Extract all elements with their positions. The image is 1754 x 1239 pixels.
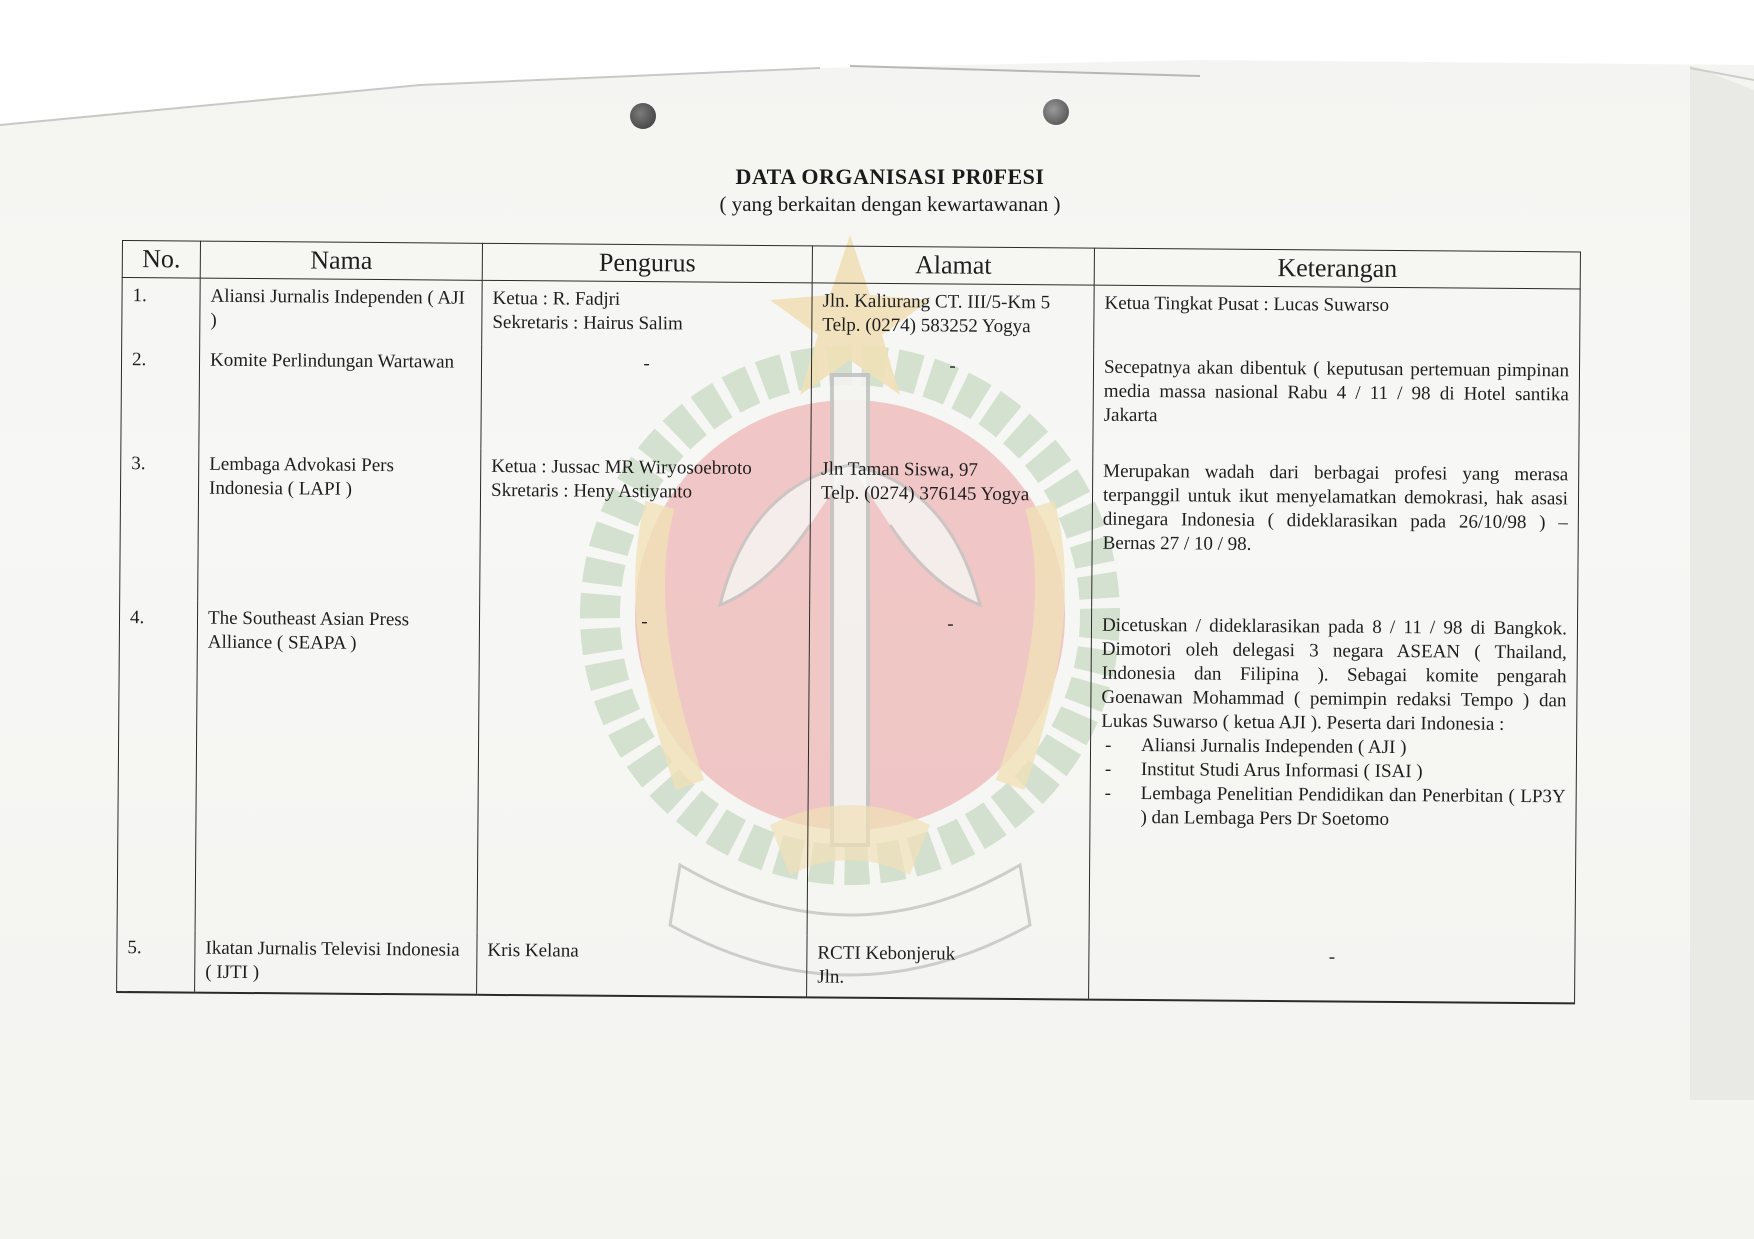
row-keterangan: - bbox=[1089, 937, 1575, 1003]
row-pengurus: - bbox=[477, 602, 810, 935]
table-row bbox=[120, 445, 1579, 610]
alamat-line: Jln. Kaliurang CT. III/5-Km 5 bbox=[822, 290, 1051, 314]
pengurus-line: Skretaris : Heny Astiyanto bbox=[490, 479, 693, 502]
row-keterangan: Secepatnya akan dibentuk ( keputusan pertemuan pimpinan media massa nasional Rabu 4 / 11 / 98 di Hotel santika Jakarta bbox=[1093, 349, 1580, 457]
row-alamat bbox=[807, 935, 1089, 999]
header-no: No. bbox=[122, 241, 200, 279]
table-row bbox=[121, 342, 1580, 457]
row-keterangan bbox=[1089, 607, 1578, 941]
row-pengurus bbox=[480, 448, 811, 605]
alamat-line: Jln. bbox=[817, 965, 845, 988]
row-number: 3. bbox=[120, 445, 199, 600]
row-nama: Ikatan Jurnalis Televisi Indonesia ( IJTI ) bbox=[195, 930, 477, 994]
row-number: 1. bbox=[122, 278, 201, 343]
header-nama: Nama bbox=[200, 241, 482, 280]
organization-table bbox=[116, 240, 1581, 1004]
alamat-line: Jln Taman Siswa, 97 bbox=[821, 457, 978, 481]
alamat-line: Telp. (0274) 376145 Yogya bbox=[820, 481, 1030, 505]
row-keterangan: Merupakan wadah dari berbagai profesi yang merasa terpanggil untuk ikut menyelamatkan demokrasi, hak asasi dinegara Indonesia ( dideklarasikan pada 26/10/98 ) – Bernas 27 / 10 / 98. bbox=[1092, 453, 1579, 611]
row-number: 5. bbox=[117, 929, 195, 992]
pengurus-line: Sekretaris : Hairus Salim bbox=[492, 311, 683, 335]
row-alamat bbox=[812, 283, 1094, 349]
list-item: - Lembaga Penelitian Pendidikan dan Penerbitan ( LP3Y ) dan Lembaga Pers Dr Soetomo bbox=[1100, 781, 1565, 833]
row-alamat: - bbox=[807, 605, 1092, 937]
header-pengurus: Pengurus bbox=[482, 243, 812, 283]
row-number: 2. bbox=[121, 342, 200, 447]
row-alamat: - bbox=[811, 347, 1094, 453]
header-keterangan: Keterangan bbox=[1094, 248, 1580, 289]
punch-hole-left bbox=[630, 103, 656, 129]
row-nama: Lembaga Advokasi Pers Indonesia ( LAPI ) bbox=[198, 446, 481, 602]
organization-table-wrap bbox=[116, 240, 1580, 1031]
document-subtitle: ( yang berkaitan dengan kewartawanan ) bbox=[719, 192, 1061, 216]
title-block bbox=[640, 164, 1140, 217]
alamat-line: RCTI Kebonjeruk bbox=[817, 941, 956, 965]
document-title: DATA ORGANISASI PR0FESI bbox=[735, 164, 1045, 189]
row-alamat bbox=[810, 451, 1093, 607]
row-nama: Komite Perlindungan Wartawan bbox=[199, 342, 482, 448]
row-pengurus bbox=[482, 280, 812, 347]
table-row bbox=[117, 599, 1578, 940]
row-nama: The Southeast Asian Press Alliance ( SEAPA ) bbox=[195, 600, 480, 932]
punch-hole-right bbox=[1043, 99, 1069, 125]
keterangan-text: Dicetuskan / dideklarasikan pada 8 / 11 / 98 di Bangkok. Dimotori oleh delegasi 3 negara ASEAN ( Thailand, Indonesia dan Filipina ). Sebagai komite pengarah Goenawan Mohammad ( pemimpin redaksi Tempo ) dan Lukas Suwarso ( ketua AJI ). Peserta dari Indonesia : bbox=[1101, 614, 1568, 735]
list-item: - Aliansi Jurnalis Independen ( AJI ) bbox=[1101, 733, 1566, 761]
row-number: 4. bbox=[117, 599, 198, 930]
list-item: - Institut Studi Arus Informasi ( ISAI ) bbox=[1101, 757, 1566, 785]
row-pengurus: - bbox=[481, 344, 812, 451]
pengurus-line: Ketua : Jussac MR Wiryosoebroto bbox=[491, 455, 752, 479]
pengurus-line: Ketua : R. Fadjri bbox=[492, 287, 621, 310]
row-keterangan: Ketua Tingkat Pusat : Lucas Suwarso bbox=[1094, 285, 1580, 353]
alamat-line: Telp. (0274) 583252 Yogya bbox=[822, 314, 1031, 338]
row-nama: Aliansi Jurnalis Independen ( AJI ) bbox=[200, 278, 482, 344]
row-pengurus: Kris Kelana bbox=[477, 932, 807, 997]
table-row bbox=[117, 929, 1575, 1002]
header-alamat: Alamat bbox=[812, 246, 1094, 285]
participant-list bbox=[1100, 733, 1566, 833]
table-row bbox=[122, 278, 1580, 353]
